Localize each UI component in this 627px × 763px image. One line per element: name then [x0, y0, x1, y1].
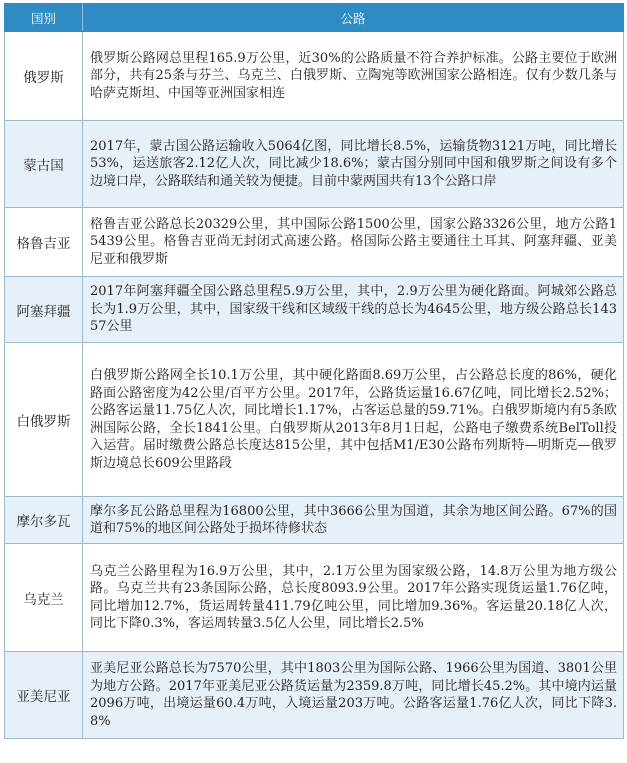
table-row — [5, 277, 624, 343]
road-description: 格鲁吉亚公路总长20329公里，其中国际公路1500公里，国家公路3326公里，地方公路15439公里。格鲁吉亚尚无封闭式高速公路。格国际公路主要通往土耳其、阿塞拜疆、亚美尼亚和俄罗斯 — [83, 208, 624, 277]
road-description: 俄罗斯公路网总里程165.9万公里，近30%的公路质量不符合养护标准。公路主要位于欧洲部分，共有25条与芬兰、乌克兰、白俄罗斯、立陶宛等欧洲国家公路相连。仅有少数几条与哈萨克斯坦、中国等亚洲国家相连 — [83, 32, 624, 121]
country-cell: 格鲁吉亚 — [5, 208, 83, 277]
road-description: 2017年，蒙古国公路运输收入5064亿图，同比增长8.5%，运输货物3121万吨，同比增长53%，运送旅客2.12亿人次，同比减少18.6%；蒙古国分别同中国和俄罗斯之间设有多个边境口岸，公路联结和通关较为便捷。目前中蒙两国共有13个公路口岸 — [83, 121, 624, 208]
road-description: 白俄罗斯公路网全长10.1万公里，其中硬化路面8.69万公里，占公路总长度的86%，硬化路面公路密度为42公里/百平方公里。2017年，公路货运量16.67亿吨，同比增长2.52%；公路客运量11.75亿人次，同比增长1.17%，占客运总量的59.71%。白俄罗斯境内有5条欧洲国际公路，全长1841公里。白俄罗斯从2013年8月1日起，公路电子缴费系统BelToll投入运营。届时缴费公路总长度达815公里，其中包括M1/E30公路布列斯特—明斯克—俄罗斯边境总长609公里路段 — [83, 343, 624, 497]
country-cell: 白俄罗斯 — [5, 343, 83, 497]
table-row — [5, 32, 624, 121]
road-description: 摩尔多瓦公路总里程为16800公里，其中3666公里为国道，其余为地区间公路。67%的国道和75%的地区间公路处于损坏待修状态 — [83, 497, 624, 544]
road-description: 亚美尼亚公路总长为7570公里，其中1803公里为国际公路、1966公里为国道、3801公里为地方公路。2017年亚美尼亚公路货运量为2359.8万吨，同比增长45.2%。其中境内运量2096万吨，出境运量60.4万吨，入境运量203万吨。公路客运量1.76亿人次，同比下降3.8% — [83, 652, 624, 739]
country-cell: 摩尔多瓦 — [5, 497, 83, 544]
country-cell: 俄罗斯 — [5, 32, 83, 121]
header-road: 公路 — [83, 4, 624, 32]
table-row — [5, 208, 624, 277]
table-row — [5, 343, 624, 497]
road-description: 乌克兰公路里程为16.9万公里，其中，2.1万公里为国家级公路，14.8万公里为地方级公路。乌克兰共有23条国际公路，总长度8093.9公里。2017年公路实现货运量1.76亿吨，同比增加12.7%，货运周转量411.79亿吨公里，同比增加9.36%。客运量20.18亿人次，同比下降0.3%，客运周转量3.5亿人公里，同比增长2.5% — [83, 544, 624, 652]
road-table — [4, 3, 624, 739]
country-cell: 阿塞拜疆 — [5, 277, 83, 343]
header-row — [5, 4, 624, 32]
header-country: 国别 — [5, 4, 83, 32]
country-cell: 蒙古国 — [5, 121, 83, 208]
country-cell: 乌克兰 — [5, 544, 83, 652]
table-row — [5, 121, 624, 208]
road-description: 2017年阿塞拜疆全国公路总里程5.9万公里，其中，2.9万公里为硬化路面。阿城郊公路总长为1.9万公里，其中，国家级干线和区域级干线的总长为4645公里，地方级公路总长14357公里 — [83, 277, 624, 343]
table-row — [5, 497, 624, 544]
table-row — [5, 544, 624, 652]
country-cell: 亚美尼亚 — [5, 652, 83, 739]
table-row — [5, 652, 624, 739]
